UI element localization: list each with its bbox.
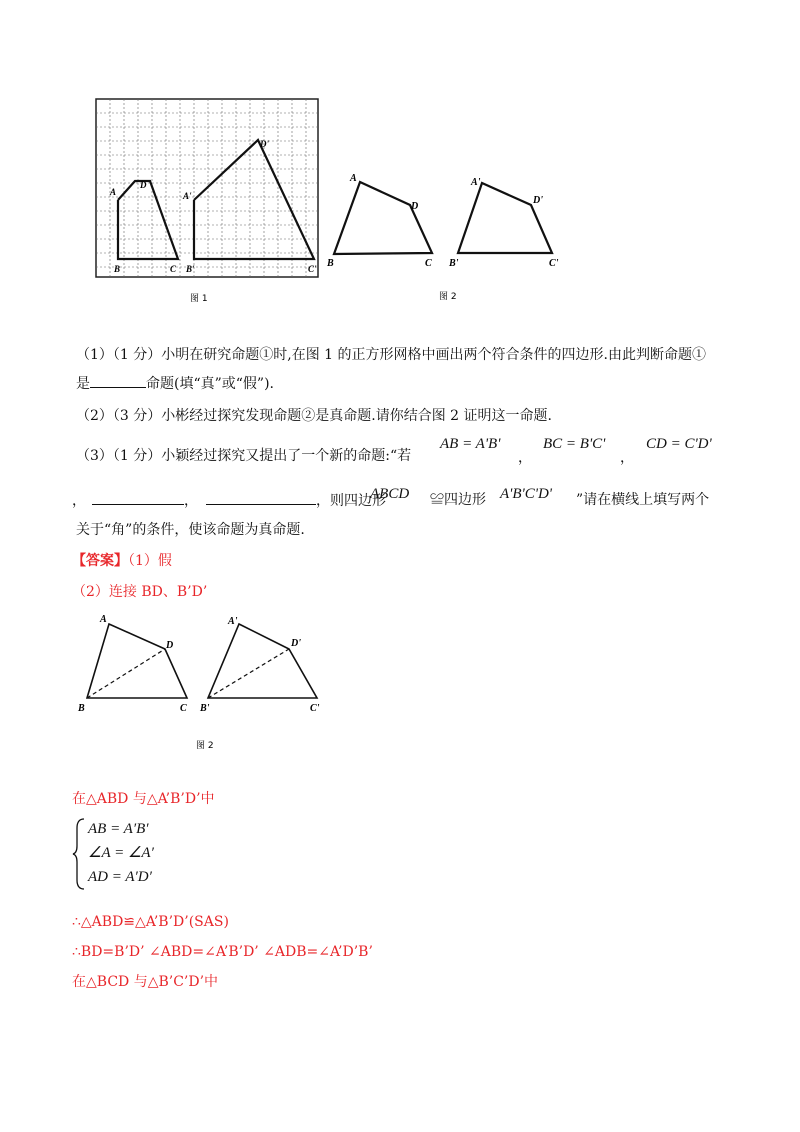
label-B: B	[327, 258, 334, 269]
label-A: A	[350, 173, 357, 184]
label-D: D	[166, 640, 174, 651]
answer-figure-caption: 图 2	[196, 741, 214, 751]
math-cd-eq: CD = C'D'	[646, 436, 712, 452]
label-B: B	[114, 264, 121, 274]
label-D1: D'	[533, 195, 543, 206]
question-1-line-2: 是 命题(填“真”或“假”).	[76, 373, 274, 394]
answer-blank-3	[206, 490, 316, 505]
quad-a1b1c1d1	[458, 183, 552, 253]
label-D: D	[411, 201, 419, 212]
label-D1: D'	[291, 638, 301, 649]
label-A: A	[110, 187, 117, 197]
answer-blank-1	[90, 373, 146, 388]
figure-1-caption: 图 1	[190, 294, 208, 304]
figure-2-caption: 图 2	[439, 292, 457, 302]
label-C1: C'	[308, 264, 317, 274]
math-ab-eq: AB = A'B'	[440, 436, 501, 452]
figure-2	[325, 165, 575, 305]
label-C: C	[170, 264, 177, 274]
label-A: A	[100, 614, 107, 625]
label-B1: B'	[449, 258, 459, 269]
math-abcd: ABCD	[370, 486, 410, 502]
label-A1: A'	[183, 191, 192, 201]
label-C: C	[425, 258, 432, 269]
question-3-line-2: ， ， ，则四边形	[72, 490, 386, 511]
answer-triangle-abd-intro: 在△ABD 与△A’B’D’中	[72, 791, 215, 807]
diagonal-b1d1	[208, 649, 289, 698]
label-D: D	[140, 180, 147, 190]
conclusion-congruence: ∴△ABD≌△A’B’D’(SAS)	[72, 914, 229, 930]
math-bc-eq: BC = B'C'	[543, 436, 606, 452]
math-a1b1c1d1: A'B'C'D'	[500, 486, 552, 502]
equation-1: AB = A′B′	[88, 821, 149, 837]
answer-tag: 【答案】	[72, 553, 128, 569]
label-C1: C'	[310, 703, 320, 714]
answer-blank-2	[92, 490, 184, 505]
answer-part-1: 【答案】（1）假	[72, 553, 172, 569]
label-C: C	[180, 703, 187, 714]
answer-figure-2	[72, 610, 342, 755]
label-B1: B'	[200, 703, 210, 714]
question-3-line-1: （3）（1 分）小颖经过探究又提出了一个新的命题:“若	[76, 448, 412, 464]
answer-quad-a1b1c1d1	[208, 624, 317, 698]
label-B: B	[78, 703, 85, 714]
label-A1: A'	[228, 616, 238, 627]
quad-abcd	[334, 182, 432, 254]
equation-3: AD = A′D′	[88, 869, 152, 885]
answer-quad-abcd	[87, 624, 187, 698]
label-A1: A'	[471, 177, 481, 188]
equation-system	[88, 817, 154, 889]
answer-part-2-intro: （2）连接 BD、B’D’	[72, 584, 208, 600]
figure-1	[90, 95, 330, 320]
question-1-line-1: （1）（1 分）小明在研究命题①时,在图 1 的正方形网格中画出两个符合条件的四边形.由此判断命题①	[76, 347, 706, 363]
label-D1: D'	[260, 139, 269, 149]
left-brace	[72, 818, 86, 890]
equation-2: ∠A = ∠A′	[88, 845, 154, 861]
question-2: （2）（3 分）小彬经过探究发现命题②是真命题.请你结合图 2 证明这一命题.	[76, 408, 552, 424]
answer-triangle-bcd-intro: 在△BCD 与△B’C’D’中	[72, 974, 219, 990]
label-C1: C'	[549, 258, 559, 269]
label-B1: B'	[186, 264, 195, 274]
conclusion-equalities: ∴BD=B’D’ ∠ABD=∠A’B’D’ ∠ADB=∠A’D’B’	[72, 944, 373, 960]
question-3-line-3: 关于“角”的条件，使该命题为真命题.	[76, 522, 305, 538]
